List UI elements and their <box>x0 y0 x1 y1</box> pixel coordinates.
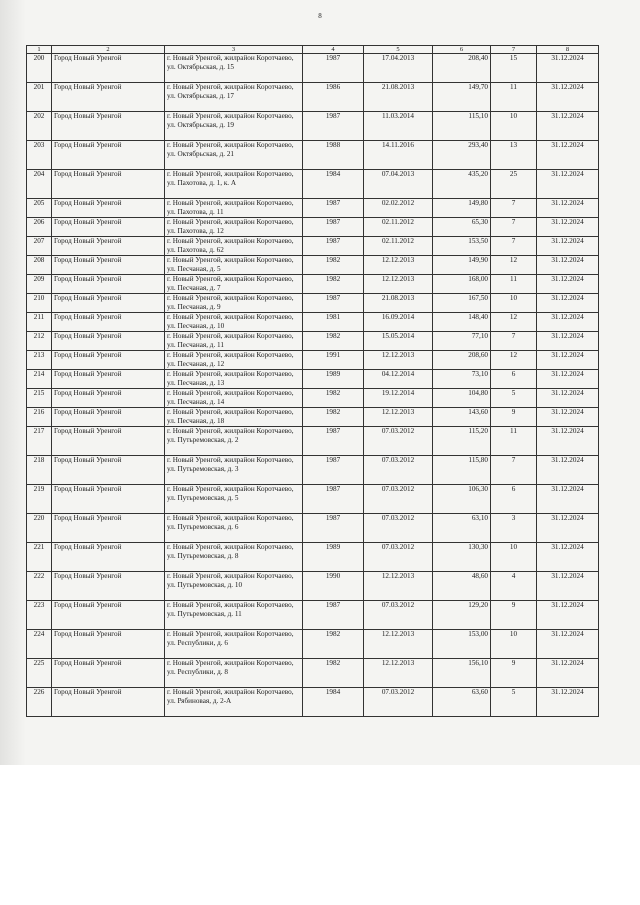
column-number: 1 <box>27 46 52 54</box>
date-cell: 07.03.2012 <box>364 601 433 630</box>
area-cell: 149,90 <box>433 256 491 275</box>
municipality-cell: Город Новый Уренгой <box>52 237 165 256</box>
count-cell: 11 <box>491 427 537 456</box>
address-cell: г. Новый Уренгой, жилрайон Коротчаево, ул. Октябрьская, д. 15 <box>165 54 303 83</box>
count-cell: 4 <box>491 572 537 601</box>
deadline-cell: 31.12.2024 <box>537 256 599 275</box>
housing-register-table <box>26 45 599 717</box>
count-cell: 7 <box>491 456 537 485</box>
address-cell: г. Новый Уренгой, жилрайон Коротчаево, ул. Песчаная, д. 11 <box>165 332 303 351</box>
row-number: 207 <box>27 237 52 256</box>
count-cell: 10 <box>491 630 537 659</box>
table-row <box>27 294 599 313</box>
count-cell: 5 <box>491 688 537 717</box>
table-row <box>27 218 599 237</box>
table-row <box>27 199 599 218</box>
address-cell: г. Новый Уренгой, жилрайон Коротчаево, ул. Октябрьская, д. 17 <box>165 83 303 112</box>
scan-edge-shadow <box>0 0 26 765</box>
date-cell: 12.12.2013 <box>364 630 433 659</box>
date-cell: 21.08.2013 <box>364 83 433 112</box>
year-cell: 1982 <box>303 332 364 351</box>
table-row <box>27 332 599 351</box>
count-cell: 9 <box>491 408 537 427</box>
year-cell: 1987 <box>303 112 364 141</box>
year-cell: 1991 <box>303 351 364 370</box>
year-cell: 1982 <box>303 659 364 688</box>
municipality-cell: Город Новый Уренгой <box>52 332 165 351</box>
year-cell: 1989 <box>303 370 364 389</box>
area-cell: 168,00 <box>433 275 491 294</box>
address-cell: г. Новый Уренгой, жилрайон Коротчаево, ул. Песчаная, д. 5 <box>165 256 303 275</box>
count-cell: 10 <box>491 543 537 572</box>
date-cell: 07.03.2012 <box>364 456 433 485</box>
area-cell: 149,70 <box>433 83 491 112</box>
table-row <box>27 456 599 485</box>
deadline-cell: 31.12.2024 <box>537 485 599 514</box>
column-number-row <box>27 46 599 54</box>
municipality-cell: Город Новый Уренгой <box>52 427 165 456</box>
year-cell: 1987 <box>303 514 364 543</box>
table-row <box>27 370 599 389</box>
row-number: 216 <box>27 408 52 427</box>
page-number: 8 <box>318 12 322 20</box>
address-cell: г. Новый Уренгой, жилрайон Коротчаево, ул. Рябиновая, д. 2-А <box>165 688 303 717</box>
area-cell: 148,40 <box>433 313 491 332</box>
table-row <box>27 514 599 543</box>
area-cell: 115,20 <box>433 427 491 456</box>
date-cell: 11.03.2014 <box>364 112 433 141</box>
row-number: 204 <box>27 170 52 199</box>
deadline-cell: 31.12.2024 <box>537 332 599 351</box>
municipality-cell: Город Новый Уренгой <box>52 54 165 83</box>
count-cell: 12 <box>491 351 537 370</box>
area-cell: 293,40 <box>433 141 491 170</box>
deadline-cell: 31.12.2024 <box>537 199 599 218</box>
date-cell: 02.11.2012 <box>364 237 433 256</box>
area-cell: 65,30 <box>433 218 491 237</box>
count-cell: 11 <box>491 83 537 112</box>
row-number: 208 <box>27 256 52 275</box>
count-cell: 7 <box>491 199 537 218</box>
address-cell: г. Новый Уренгой, жилрайон Коротчаево, ул. Пахотова, д. 62 <box>165 237 303 256</box>
deadline-cell: 31.12.2024 <box>537 275 599 294</box>
column-number: 2 <box>52 46 165 54</box>
deadline-cell: 31.12.2024 <box>537 688 599 717</box>
area-cell: 104,80 <box>433 389 491 408</box>
deadline-cell: 31.12.2024 <box>537 389 599 408</box>
deadline-cell: 31.12.2024 <box>537 170 599 199</box>
area-cell: 115,80 <box>433 456 491 485</box>
table-row <box>27 54 599 83</box>
deadline-cell: 31.12.2024 <box>537 351 599 370</box>
deadline-cell: 31.12.2024 <box>537 237 599 256</box>
count-cell: 15 <box>491 54 537 83</box>
municipality-cell: Город Новый Уренгой <box>52 659 165 688</box>
count-cell: 5 <box>491 389 537 408</box>
address-cell: г. Новый Уренгой, жилрайон Коротчаево, ул. Песчаная, д. 9 <box>165 294 303 313</box>
date-cell: 17.04.2013 <box>364 54 433 83</box>
municipality-cell: Город Новый Уренгой <box>52 218 165 237</box>
count-cell: 12 <box>491 256 537 275</box>
date-cell: 07.03.2012 <box>364 427 433 456</box>
address-cell: г. Новый Уренгой, жилрайон Коротчаево, ул. Октябрьская, д. 19 <box>165 112 303 141</box>
count-cell: 12 <box>491 313 537 332</box>
row-number: 219 <box>27 485 52 514</box>
deadline-cell: 31.12.2024 <box>537 630 599 659</box>
municipality-cell: Город Новый Уренгой <box>52 601 165 630</box>
area-cell: 435,20 <box>433 170 491 199</box>
row-number: 214 <box>27 370 52 389</box>
municipality-cell: Город Новый Уренгой <box>52 199 165 218</box>
year-cell: 1982 <box>303 256 364 275</box>
table-row <box>27 485 599 514</box>
date-cell: 07.04.2013 <box>364 170 433 199</box>
table-row <box>27 237 599 256</box>
address-cell: г. Новый Уренгой, жилрайон Коротчаево, ул. Песчаная, д. 18 <box>165 408 303 427</box>
row-number: 215 <box>27 389 52 408</box>
deadline-cell: 31.12.2024 <box>537 601 599 630</box>
address-cell: г. Новый Уренгой, жилрайон Коротчаево, ул. Песчаная, д. 10 <box>165 313 303 332</box>
count-cell: 11 <box>491 275 537 294</box>
count-cell: 7 <box>491 237 537 256</box>
area-cell: 63,10 <box>433 514 491 543</box>
address-cell: г. Новый Уренгой, жилрайон Коротчаево, ул. Песчаная, д. 7 <box>165 275 303 294</box>
date-cell: 02.02.2012 <box>364 199 433 218</box>
date-cell: 12.12.2013 <box>364 351 433 370</box>
year-cell: 1981 <box>303 313 364 332</box>
count-cell: 9 <box>491 659 537 688</box>
row-number: 213 <box>27 351 52 370</box>
address-cell: г. Новый Уренгой, жилрайон Коротчаево, ул. Песчаная, д. 12 <box>165 351 303 370</box>
municipality-cell: Город Новый Уренгой <box>52 351 165 370</box>
municipality-cell: Город Новый Уренгой <box>52 141 165 170</box>
address-cell: г. Новый Уренгой, жилрайон Коротчаево, ул. Путьремовская, д. 2 <box>165 427 303 456</box>
date-cell: 15.05.2014 <box>364 332 433 351</box>
table-row <box>27 256 599 275</box>
year-cell: 1987 <box>303 456 364 485</box>
year-cell: 1986 <box>303 83 364 112</box>
row-number: 217 <box>27 427 52 456</box>
year-cell: 1984 <box>303 170 364 199</box>
deadline-cell: 31.12.2024 <box>537 572 599 601</box>
area-cell: 73,10 <box>433 370 491 389</box>
deadline-cell: 31.12.2024 <box>537 112 599 141</box>
row-number: 223 <box>27 601 52 630</box>
row-number: 222 <box>27 572 52 601</box>
column-number: 5 <box>364 46 433 54</box>
year-cell: 1982 <box>303 408 364 427</box>
count-cell: 6 <box>491 370 537 389</box>
year-cell: 1982 <box>303 275 364 294</box>
deadline-cell: 31.12.2024 <box>537 370 599 389</box>
table-row <box>27 83 599 112</box>
address-cell: г. Новый Уренгой, жилрайон Коротчаево, ул. Путьремовская, д. 10 <box>165 572 303 601</box>
address-cell: г. Новый Уренгой, жилрайон Коротчаево, ул. Пахотова, д. 11 <box>165 199 303 218</box>
count-cell: 7 <box>491 332 537 351</box>
deadline-cell: 31.12.2024 <box>537 408 599 427</box>
row-number: 201 <box>27 83 52 112</box>
date-cell: 12.12.2013 <box>364 256 433 275</box>
table-row <box>27 389 599 408</box>
area-cell: 63,60 <box>433 688 491 717</box>
municipality-cell: Город Новый Уренгой <box>52 514 165 543</box>
date-cell: 12.12.2013 <box>364 275 433 294</box>
column-number: 8 <box>537 46 599 54</box>
table-row <box>27 688 599 717</box>
row-number: 218 <box>27 456 52 485</box>
date-cell: 04.12.2014 <box>364 370 433 389</box>
address-cell: г. Новый Уренгой, жилрайон Коротчаево, ул. Пахотова, д. 1, к. А <box>165 170 303 199</box>
municipality-cell: Город Новый Уренгой <box>52 572 165 601</box>
column-number: 4 <box>303 46 364 54</box>
date-cell: 14.11.2016 <box>364 141 433 170</box>
municipality-cell: Город Новый Уренгой <box>52 389 165 408</box>
year-cell: 1988 <box>303 141 364 170</box>
area-cell: 167,50 <box>433 294 491 313</box>
year-cell: 1987 <box>303 294 364 313</box>
count-cell: 10 <box>491 112 537 141</box>
row-number: 210 <box>27 294 52 313</box>
date-cell: 07.03.2012 <box>364 543 433 572</box>
table-row <box>27 630 599 659</box>
municipality-cell: Город Новый Уренгой <box>52 630 165 659</box>
date-cell: 07.03.2012 <box>364 485 433 514</box>
area-cell: 156,10 <box>433 659 491 688</box>
date-cell: 07.03.2012 <box>364 514 433 543</box>
municipality-cell: Город Новый Уренгой <box>52 485 165 514</box>
address-cell: г. Новый Уренгой, жилрайон Коротчаево, ул. Пахотова, д. 12 <box>165 218 303 237</box>
address-cell: г. Новый Уренгой, жилрайон Коротчаево, ул. Песчаная, д. 13 <box>165 370 303 389</box>
address-cell: г. Новый Уренгой, жилрайон Коротчаево, ул. Путьремовская, д. 6 <box>165 514 303 543</box>
row-number: 212 <box>27 332 52 351</box>
table-row <box>27 170 599 199</box>
row-number: 221 <box>27 543 52 572</box>
address-cell: г. Новый Уренгой, жилрайон Коротчаево, ул. Путьремовская, д. 11 <box>165 601 303 630</box>
area-cell: 77,10 <box>433 332 491 351</box>
address-cell: г. Новый Уренгой, жилрайон Коротчаево, ул. Путьремовская, д. 3 <box>165 456 303 485</box>
date-cell: 07.03.2012 <box>364 688 433 717</box>
year-cell: 1989 <box>303 543 364 572</box>
deadline-cell: 31.12.2024 <box>537 83 599 112</box>
deadline-cell: 31.12.2024 <box>537 456 599 485</box>
table-row <box>27 601 599 630</box>
table-row <box>27 543 599 572</box>
table-row <box>27 141 599 170</box>
row-number: 225 <box>27 659 52 688</box>
row-number: 209 <box>27 275 52 294</box>
municipality-cell: Город Новый Уренгой <box>52 313 165 332</box>
municipality-cell: Город Новый Уренгой <box>52 543 165 572</box>
date-cell: 02.11.2012 <box>364 218 433 237</box>
deadline-cell: 31.12.2024 <box>537 141 599 170</box>
municipality-cell: Город Новый Уренгой <box>52 256 165 275</box>
deadline-cell: 31.12.2024 <box>537 427 599 456</box>
year-cell: 1982 <box>303 630 364 659</box>
count-cell: 10 <box>491 294 537 313</box>
year-cell: 1982 <box>303 389 364 408</box>
column-number: 6 <box>433 46 491 54</box>
row-number: 200 <box>27 54 52 83</box>
year-cell: 1987 <box>303 54 364 83</box>
deadline-cell: 31.12.2024 <box>537 218 599 237</box>
date-cell: 19.12.2014 <box>364 389 433 408</box>
deadline-cell: 31.12.2024 <box>537 514 599 543</box>
address-cell: г. Новый Уренгой, жилрайон Коротчаево, ул. Путьремовская, д. 8 <box>165 543 303 572</box>
deadline-cell: 31.12.2024 <box>537 543 599 572</box>
deadline-cell: 31.12.2024 <box>537 313 599 332</box>
count-cell: 3 <box>491 514 537 543</box>
table-row <box>27 275 599 294</box>
area-cell: 153,00 <box>433 630 491 659</box>
count-cell: 7 <box>491 218 537 237</box>
table-row <box>27 408 599 427</box>
row-number: 203 <box>27 141 52 170</box>
year-cell: 1987 <box>303 601 364 630</box>
area-cell: 48,60 <box>433 572 491 601</box>
municipality-cell: Город Новый Уренгой <box>52 370 165 389</box>
year-cell: 1987 <box>303 237 364 256</box>
area-cell: 153,50 <box>433 237 491 256</box>
table-row <box>27 572 599 601</box>
municipality-cell: Город Новый Уренгой <box>52 294 165 313</box>
row-number: 220 <box>27 514 52 543</box>
table-row <box>27 659 599 688</box>
deadline-cell: 31.12.2024 <box>537 659 599 688</box>
area-cell: 129,20 <box>433 601 491 630</box>
deadline-cell: 31.12.2024 <box>537 54 599 83</box>
municipality-cell: Город Новый Уренгой <box>52 112 165 141</box>
address-cell: г. Новый Уренгой, жилрайон Коротчаево, ул. Республики, д. 8 <box>165 659 303 688</box>
row-number: 206 <box>27 218 52 237</box>
count-cell: 13 <box>491 141 537 170</box>
table-row <box>27 351 599 370</box>
count-cell: 9 <box>491 601 537 630</box>
area-cell: 208,60 <box>433 351 491 370</box>
row-number: 226 <box>27 688 52 717</box>
area-cell: 208,40 <box>433 54 491 83</box>
municipality-cell: Город Новый Уренгой <box>52 456 165 485</box>
date-cell: 12.12.2013 <box>364 659 433 688</box>
year-cell: 1990 <box>303 572 364 601</box>
area-cell: 106,30 <box>433 485 491 514</box>
year-cell: 1984 <box>303 688 364 717</box>
deadline-cell: 31.12.2024 <box>537 294 599 313</box>
area-cell: 149,80 <box>433 199 491 218</box>
table-row <box>27 112 599 141</box>
year-cell: 1987 <box>303 427 364 456</box>
date-cell: 21.08.2013 <box>364 294 433 313</box>
row-number: 205 <box>27 199 52 218</box>
date-cell: 16.09.2014 <box>364 313 433 332</box>
column-number: 3 <box>165 46 303 54</box>
municipality-cell: Город Новый Уренгой <box>52 83 165 112</box>
address-cell: г. Новый Уренгой, жилрайон Коротчаево, ул. Октябрьская, д. 21 <box>165 141 303 170</box>
municipality-cell: Город Новый Уренгой <box>52 688 165 717</box>
row-number: 202 <box>27 112 52 141</box>
year-cell: 1987 <box>303 218 364 237</box>
date-cell: 12.12.2013 <box>364 408 433 427</box>
municipality-cell: Город Новый Уренгой <box>52 170 165 199</box>
count-cell: 25 <box>491 170 537 199</box>
area-cell: 130,30 <box>433 543 491 572</box>
row-number: 224 <box>27 630 52 659</box>
year-cell: 1987 <box>303 199 364 218</box>
address-cell: г. Новый Уренгой, жилрайон Коротчаево, ул. Песчаная, д. 14 <box>165 389 303 408</box>
date-cell: 12.12.2013 <box>364 572 433 601</box>
table-row <box>27 427 599 456</box>
column-number: 7 <box>491 46 537 54</box>
row-number: 211 <box>27 313 52 332</box>
count-cell: 6 <box>491 485 537 514</box>
area-cell: 115,10 <box>433 112 491 141</box>
address-cell: г. Новый Уренгой, жилрайон Коротчаево, ул. Путьремовская, д. 5 <box>165 485 303 514</box>
municipality-cell: Город Новый Уренгой <box>52 275 165 294</box>
table-row <box>27 313 599 332</box>
area-cell: 143,60 <box>433 408 491 427</box>
year-cell: 1987 <box>303 485 364 514</box>
municipality-cell: Город Новый Уренгой <box>52 408 165 427</box>
address-cell: г. Новый Уренгой, жилрайон Коротчаево, ул. Республики, д. 6 <box>165 630 303 659</box>
